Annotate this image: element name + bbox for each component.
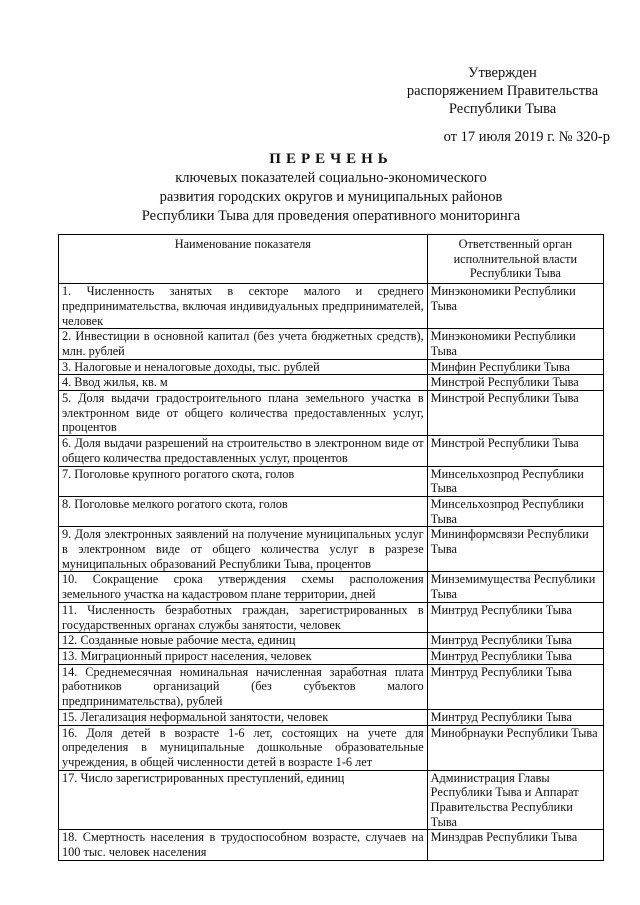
approval-line-2: распоряжением Правительства — [406, 83, 599, 99]
table-row — [59, 709, 604, 725]
responsible-body-cell: Минэкономики Республики Тыва — [427, 284, 603, 329]
table-header-row — [59, 235, 604, 284]
responsible-body-cell: Минтруд Республики Тыва — [427, 633, 603, 649]
approval-line-1: Утвержден — [468, 65, 537, 81]
responsible-body-cell: Минсельхозпрод Республики Тыва — [427, 496, 603, 526]
responsible-body-cell: Минстрой Республики Тыва — [427, 391, 603, 436]
header-indicator: Наименование показателя — [59, 235, 428, 284]
indicator-cell: 17. Число зарегистрированных преступлений, единиц — [59, 770, 428, 830]
table-row — [59, 725, 604, 770]
responsible-body-cell: Минтруд Республики Тыва — [427, 664, 603, 709]
responsible-body-cell: Минтруд Республики Тыва — [427, 709, 603, 725]
table-row — [59, 496, 604, 526]
indicator-cell: 2. Инвестиции в основной капитал (без учета бюджетных средств), млн. рублей — [59, 329, 428, 359]
table-row — [59, 329, 604, 359]
responsible-body-cell: Минобрнауки Республики Тыва — [427, 725, 603, 770]
responsible-body-cell: Минземимущества Республики Тыва — [427, 572, 603, 602]
indicator-cell: 9. Доля электронных заявлений на получение муниципальных услуг в электронном виде от общего количества услуг в разрезе муниципальных образований Республики Тыва, процентов — [59, 527, 428, 572]
responsible-body-cell: Минэкономики Республики Тыва — [427, 329, 603, 359]
indicators-table — [58, 234, 604, 861]
table-row — [59, 633, 604, 649]
indicator-cell: 3. Налоговые и неналоговые доходы, тыс. рублей — [59, 359, 428, 375]
subtitle-line-3: Республики Тыва для проведения оперативного мониторинга — [141, 208, 521, 224]
table-row — [59, 391, 604, 436]
indicator-cell: 11. Численность безработных граждан, зарегистрированных в государственных органах службы занятости, человек — [59, 602, 428, 632]
responsible-body-cell: Минтруд Республики Тыва — [427, 648, 603, 664]
indicator-cell: 15. Легализация неформальной занятости, человек — [59, 709, 428, 725]
responsible-body-cell: Минсельхозпрод Республики Тыва — [427, 466, 603, 496]
indicator-cell: 6. Доля выдачи разрешений на строительство в электронном виде от общего количества предоставленных услуг, процентов — [59, 436, 428, 466]
table-row — [59, 284, 604, 329]
subtitle-line-1: ключевых показателей социально-экономического — [175, 170, 487, 186]
approval-line-3: Республики Тыва — [448, 101, 557, 117]
indicator-cell: 7. Поголовье крупного рогатого скота, голов — [59, 466, 428, 496]
table-row — [59, 572, 604, 602]
table-body — [59, 284, 604, 861]
indicator-cell: 16. Доля детей в возрасте 1-6 лет, состоящих на учете для определения в муниципальные дошкольные образовательные учреждения, в общей численности детей в возрасте 1-6 лет — [59, 725, 428, 770]
indicator-cell: 13. Миграционный прирост населения, человек — [59, 648, 428, 664]
indicator-cell: 1. Численность занятых в секторе малого и среднего предпринимательства, включая индивидуальных предпринимателей, человек — [59, 284, 428, 329]
responsible-body-cell: Минтруд Республики Тыва — [427, 602, 603, 632]
subtitle-line-2: развития городских округов и муниципальных районов — [159, 189, 503, 205]
table-row — [59, 770, 604, 830]
responsible-body-cell: Минстрой Республики Тыва — [427, 375, 603, 391]
table-row — [59, 664, 604, 709]
indicator-cell: 18. Смертность населения в трудоспособном возрасте, случаев на 100 тыс. человек населения — [59, 830, 428, 860]
approval-block — [395, 64, 610, 118]
table-row — [59, 436, 604, 466]
indicator-cell: 10. Сокращение срока утверждения схемы расположения земельного участка на кадастровом плане территории, дней — [59, 572, 428, 602]
table-row — [59, 602, 604, 632]
indicator-cell: 5. Доля выдачи градостроительного плана земельного участка в электронном виде от общего количества предоставленных услуг, процентов — [59, 391, 428, 436]
approval-date: от 17 июля 2019 г. № 320-р — [443, 129, 610, 145]
table-row — [59, 648, 604, 664]
indicator-cell: 12. Созданные новые рабочие места, единиц — [59, 633, 428, 649]
indicator-cell: 8. Поголовье мелкого рогатого скота, голов — [59, 496, 428, 526]
table-row — [59, 527, 604, 572]
header-responsible-body: Ответственный орган исполнительной власти Республики Тыва — [427, 235, 603, 284]
table-row — [59, 830, 604, 860]
indicator-cell: 14. Среднемесячная номинальная начисленная заработная плата работников организаций (без субъектов малого предпринимательства), рублей — [59, 664, 428, 709]
responsible-body-cell: Минстрой Республики Тыва — [427, 436, 603, 466]
responsible-body-cell: Минфин Республики Тыва — [427, 359, 603, 375]
responsible-body-cell: Минздрав Республики Тыва — [427, 830, 603, 860]
document-subtitle — [60, 169, 602, 226]
table-row — [59, 375, 604, 391]
responsible-body-cell: Администрация Главы Республики Тыва и Аппарат Правительства Республики Тыва — [427, 770, 603, 830]
table-row — [59, 466, 604, 496]
indicator-cell: 4. Ввод жилья, кв. м — [59, 375, 428, 391]
responsible-body-cell: Мининформсвязи Республики Тыва — [427, 527, 603, 572]
table-row — [59, 359, 604, 375]
document-title: ПЕРЕЧЕНЬ — [269, 151, 393, 167]
